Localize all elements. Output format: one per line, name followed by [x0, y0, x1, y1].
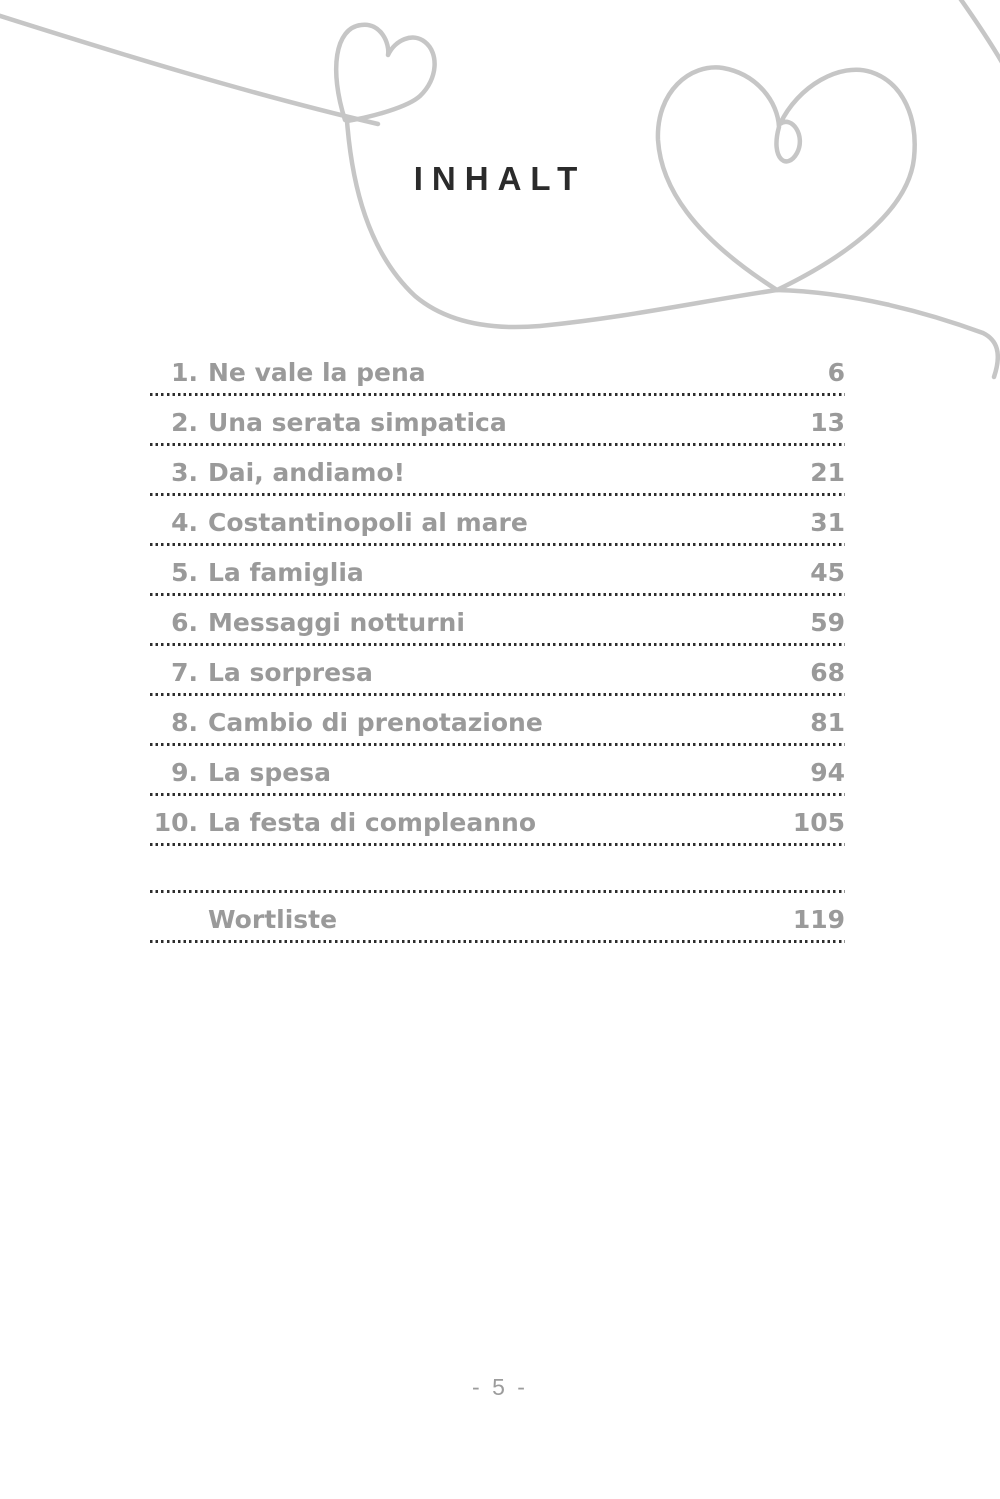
dotted-divider — [150, 543, 845, 546]
dotted-divider — [150, 793, 845, 796]
dotted-divider — [150, 890, 845, 893]
toc-entry-page: 105 — [792, 808, 845, 837]
dotted-divider — [150, 493, 845, 496]
dotted-divider — [150, 940, 845, 943]
top-right-line — [957, 0, 1000, 64]
dotted-divider — [150, 693, 845, 696]
toc-entry-number: 9. — [171, 758, 198, 787]
toc-entry-page: 21 — [810, 458, 845, 487]
dotted-divider — [150, 643, 845, 646]
toc-entry-page: 59 — [810, 608, 845, 637]
toc-entry — [150, 753, 845, 793]
left-sweep-line — [0, 14, 378, 124]
toc-entry-page: 81 — [810, 708, 845, 737]
toc-entry — [150, 603, 845, 643]
toc-entry-page: 45 — [810, 558, 845, 587]
toc-entry-title: Dai, andiamo! — [208, 458, 406, 487]
toc-entry-number: 8. — [171, 708, 198, 737]
toc-entry-number: 7. — [171, 658, 198, 687]
page-number-footer: - 5 - — [472, 1374, 528, 1400]
toc-entry-title: Ne vale la pena — [208, 358, 426, 387]
toc-entry-title: La famiglia — [208, 558, 364, 587]
toc-entry — [150, 453, 845, 493]
dotted-divider — [150, 393, 845, 396]
toc-entry-number: 5. — [171, 558, 198, 587]
toc-entry-title: Cambio di prenotazione — [208, 708, 543, 737]
toc-entry — [150, 653, 845, 693]
toc-entry-page: 119 — [792, 905, 845, 934]
toc-entry-page: 13 — [810, 408, 845, 437]
toc-entry-page: 31 — [810, 508, 845, 537]
page-title: INHALT — [413, 160, 587, 197]
toc-entry-title: La spesa — [208, 758, 331, 787]
toc-entry-title: La festa di compleanno — [208, 808, 537, 837]
dotted-divider — [150, 743, 845, 746]
toc-entry-number: 6. — [171, 608, 198, 637]
dotted-divider — [150, 443, 845, 446]
toc-entry-number: 1. — [171, 358, 198, 387]
toc-entry — [150, 403, 845, 443]
toc-entry — [150, 803, 845, 843]
dotted-divider — [150, 593, 845, 596]
toc-entry-title: Una serata simpatica — [208, 408, 507, 437]
toc-entry-title: Messaggi notturni — [208, 608, 465, 637]
toc-entry-page: 94 — [810, 758, 845, 787]
toc-entry — [150, 353, 845, 393]
toc-entry-number: 2. — [171, 408, 198, 437]
table-of-contents — [150, 353, 845, 950]
toc-entry-title: La sorpresa — [208, 658, 373, 687]
toc-entry-title: Wortliste — [208, 905, 338, 934]
dotted-divider — [150, 843, 845, 846]
toc-entry-number: 3. — [171, 458, 198, 487]
toc-entry-page: 68 — [810, 658, 845, 687]
toc-entry-wortliste — [150, 900, 845, 940]
toc-entry — [150, 703, 845, 743]
toc-entry-title: Costantinopoli al mare — [208, 508, 528, 537]
toc-entry — [150, 553, 845, 593]
toc-entry-number: 4. — [171, 508, 198, 537]
toc-entry — [150, 503, 845, 543]
toc-entry-number: 10. — [153, 808, 198, 837]
toc-entry-page: 6 — [827, 358, 845, 387]
small-heart-doodle — [336, 25, 998, 377]
